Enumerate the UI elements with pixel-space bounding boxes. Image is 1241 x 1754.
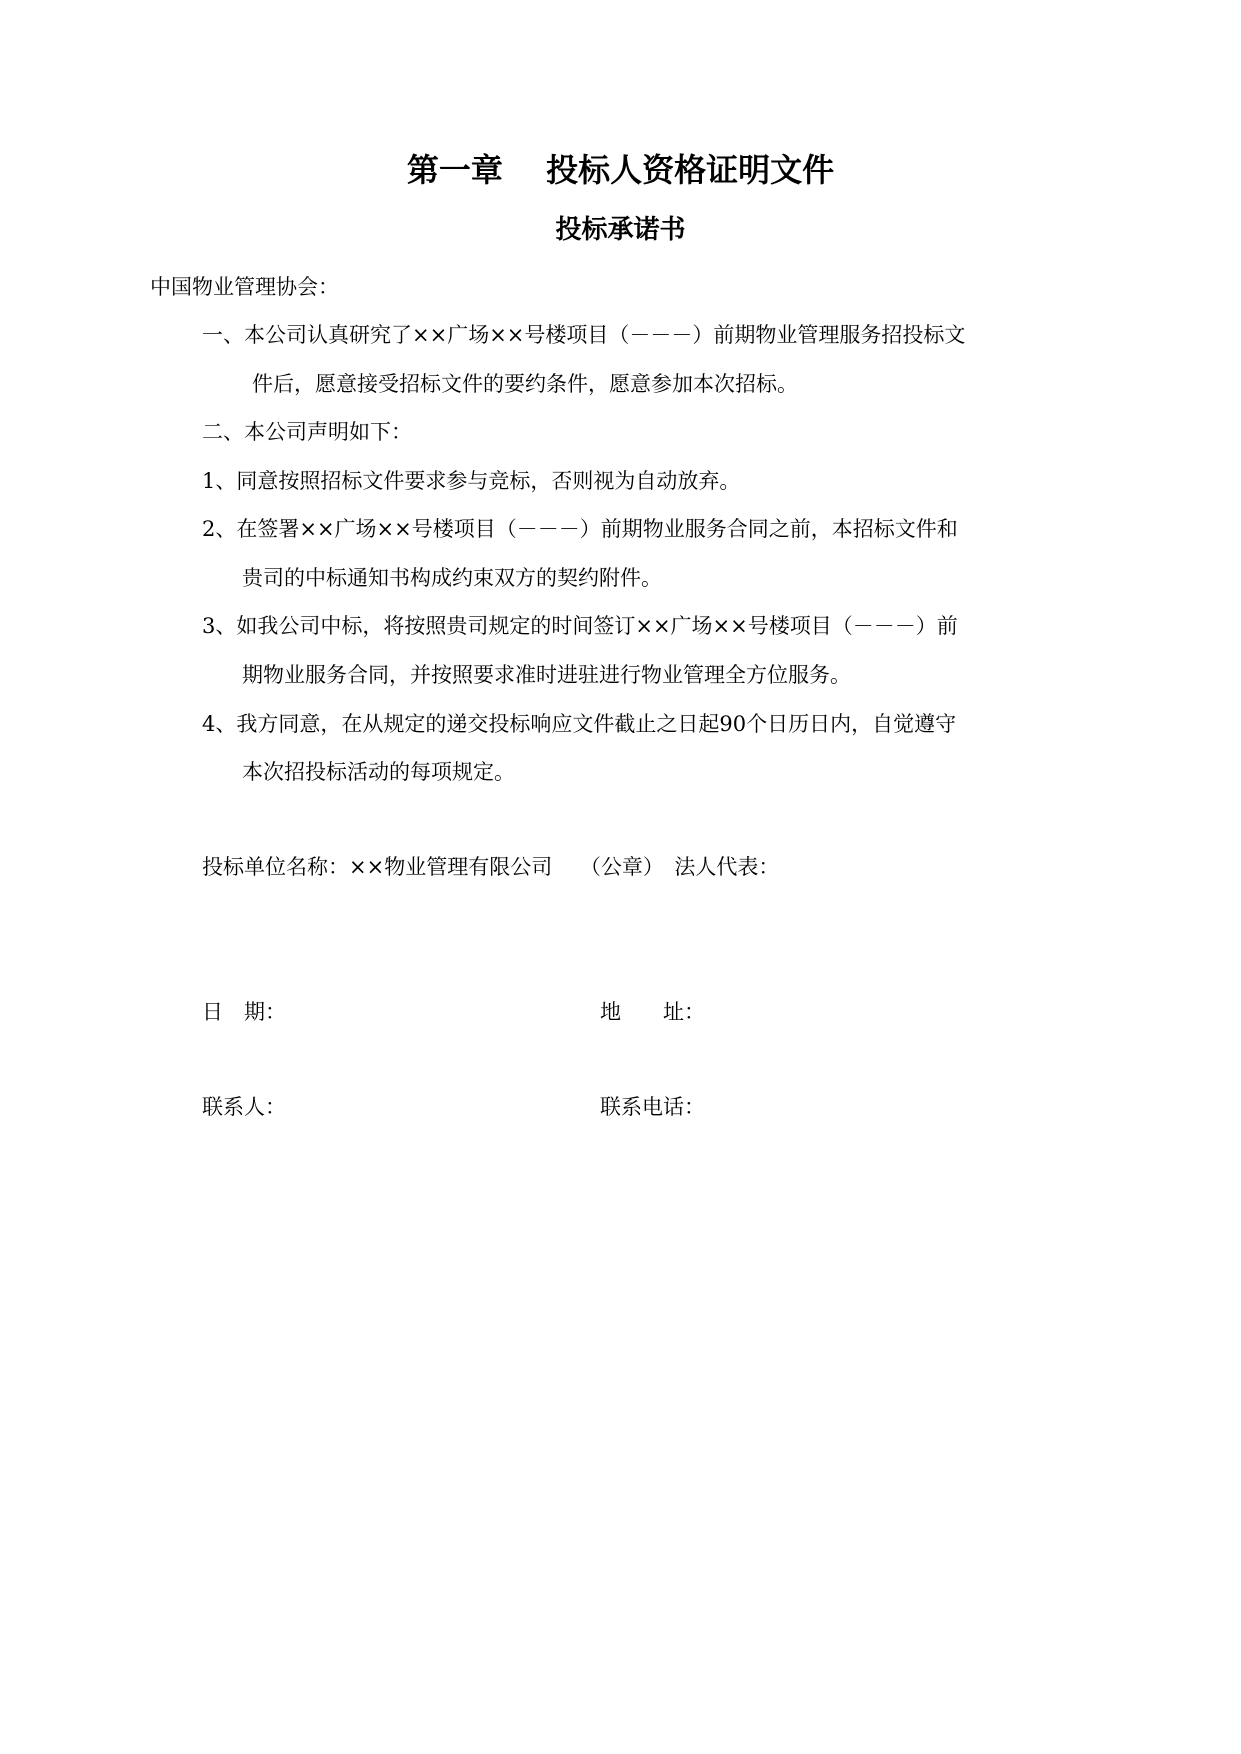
declaration-item-1: 1、同意按照招标文件要求参与竞标，否则视为自动放弃。 xyxy=(202,469,741,493)
declaration-item-2-line-2: 贵司的中标通知书构成约束双方的契约附件。 xyxy=(242,566,662,590)
declaration-item-3-line-2: 期物业服务合同，并按照要求准时进驻进行物业管理全方位服务。 xyxy=(242,663,851,687)
contact-person-label: 联系人： xyxy=(202,1095,286,1119)
paragraph-1-line-1: 一、本公司认真研究了××广场××号楼项目（－－－）前期物业管理服务招投标文 xyxy=(202,323,966,347)
declaration-item-3-line-1: 3、如我公司中标，将按照贵司规定的时间签订××广场××号楼项目（－－－）前 xyxy=(202,614,958,638)
address-label: 地 址： xyxy=(600,1000,705,1024)
paragraph-2: 二、本公司声明如下： xyxy=(202,420,412,444)
date-label: 日 期： xyxy=(202,1000,286,1024)
document-title: 投标承诺书 xyxy=(555,215,686,245)
chapter-title: 第一章 投标人资格证明文件 xyxy=(406,151,835,189)
paragraph-1-line-2: 件后，愿意接受招标文件的要约条件，愿意参加本次招标。 xyxy=(252,372,798,396)
declaration-item-2-line-1: 2、在签署××广场××号楼项目（－－－）前期物业服务合同之前，本招标文件和 xyxy=(202,517,958,541)
bidder-signature-line: 投标单位名称：××物业管理有限公司 （公章） 法人代表： xyxy=(202,855,780,879)
declaration-item-4-line-1: 4、我方同意，在从规定的递交投标响应文件截止之日起90个日历日内，自觉遵守 xyxy=(202,712,957,736)
salutation: 中国物业管理协会： xyxy=(150,275,339,299)
contact-phone-label: 联系电话： xyxy=(600,1095,705,1119)
declaration-item-4-line-2: 本次招投标活动的每项规定。 xyxy=(242,760,515,784)
